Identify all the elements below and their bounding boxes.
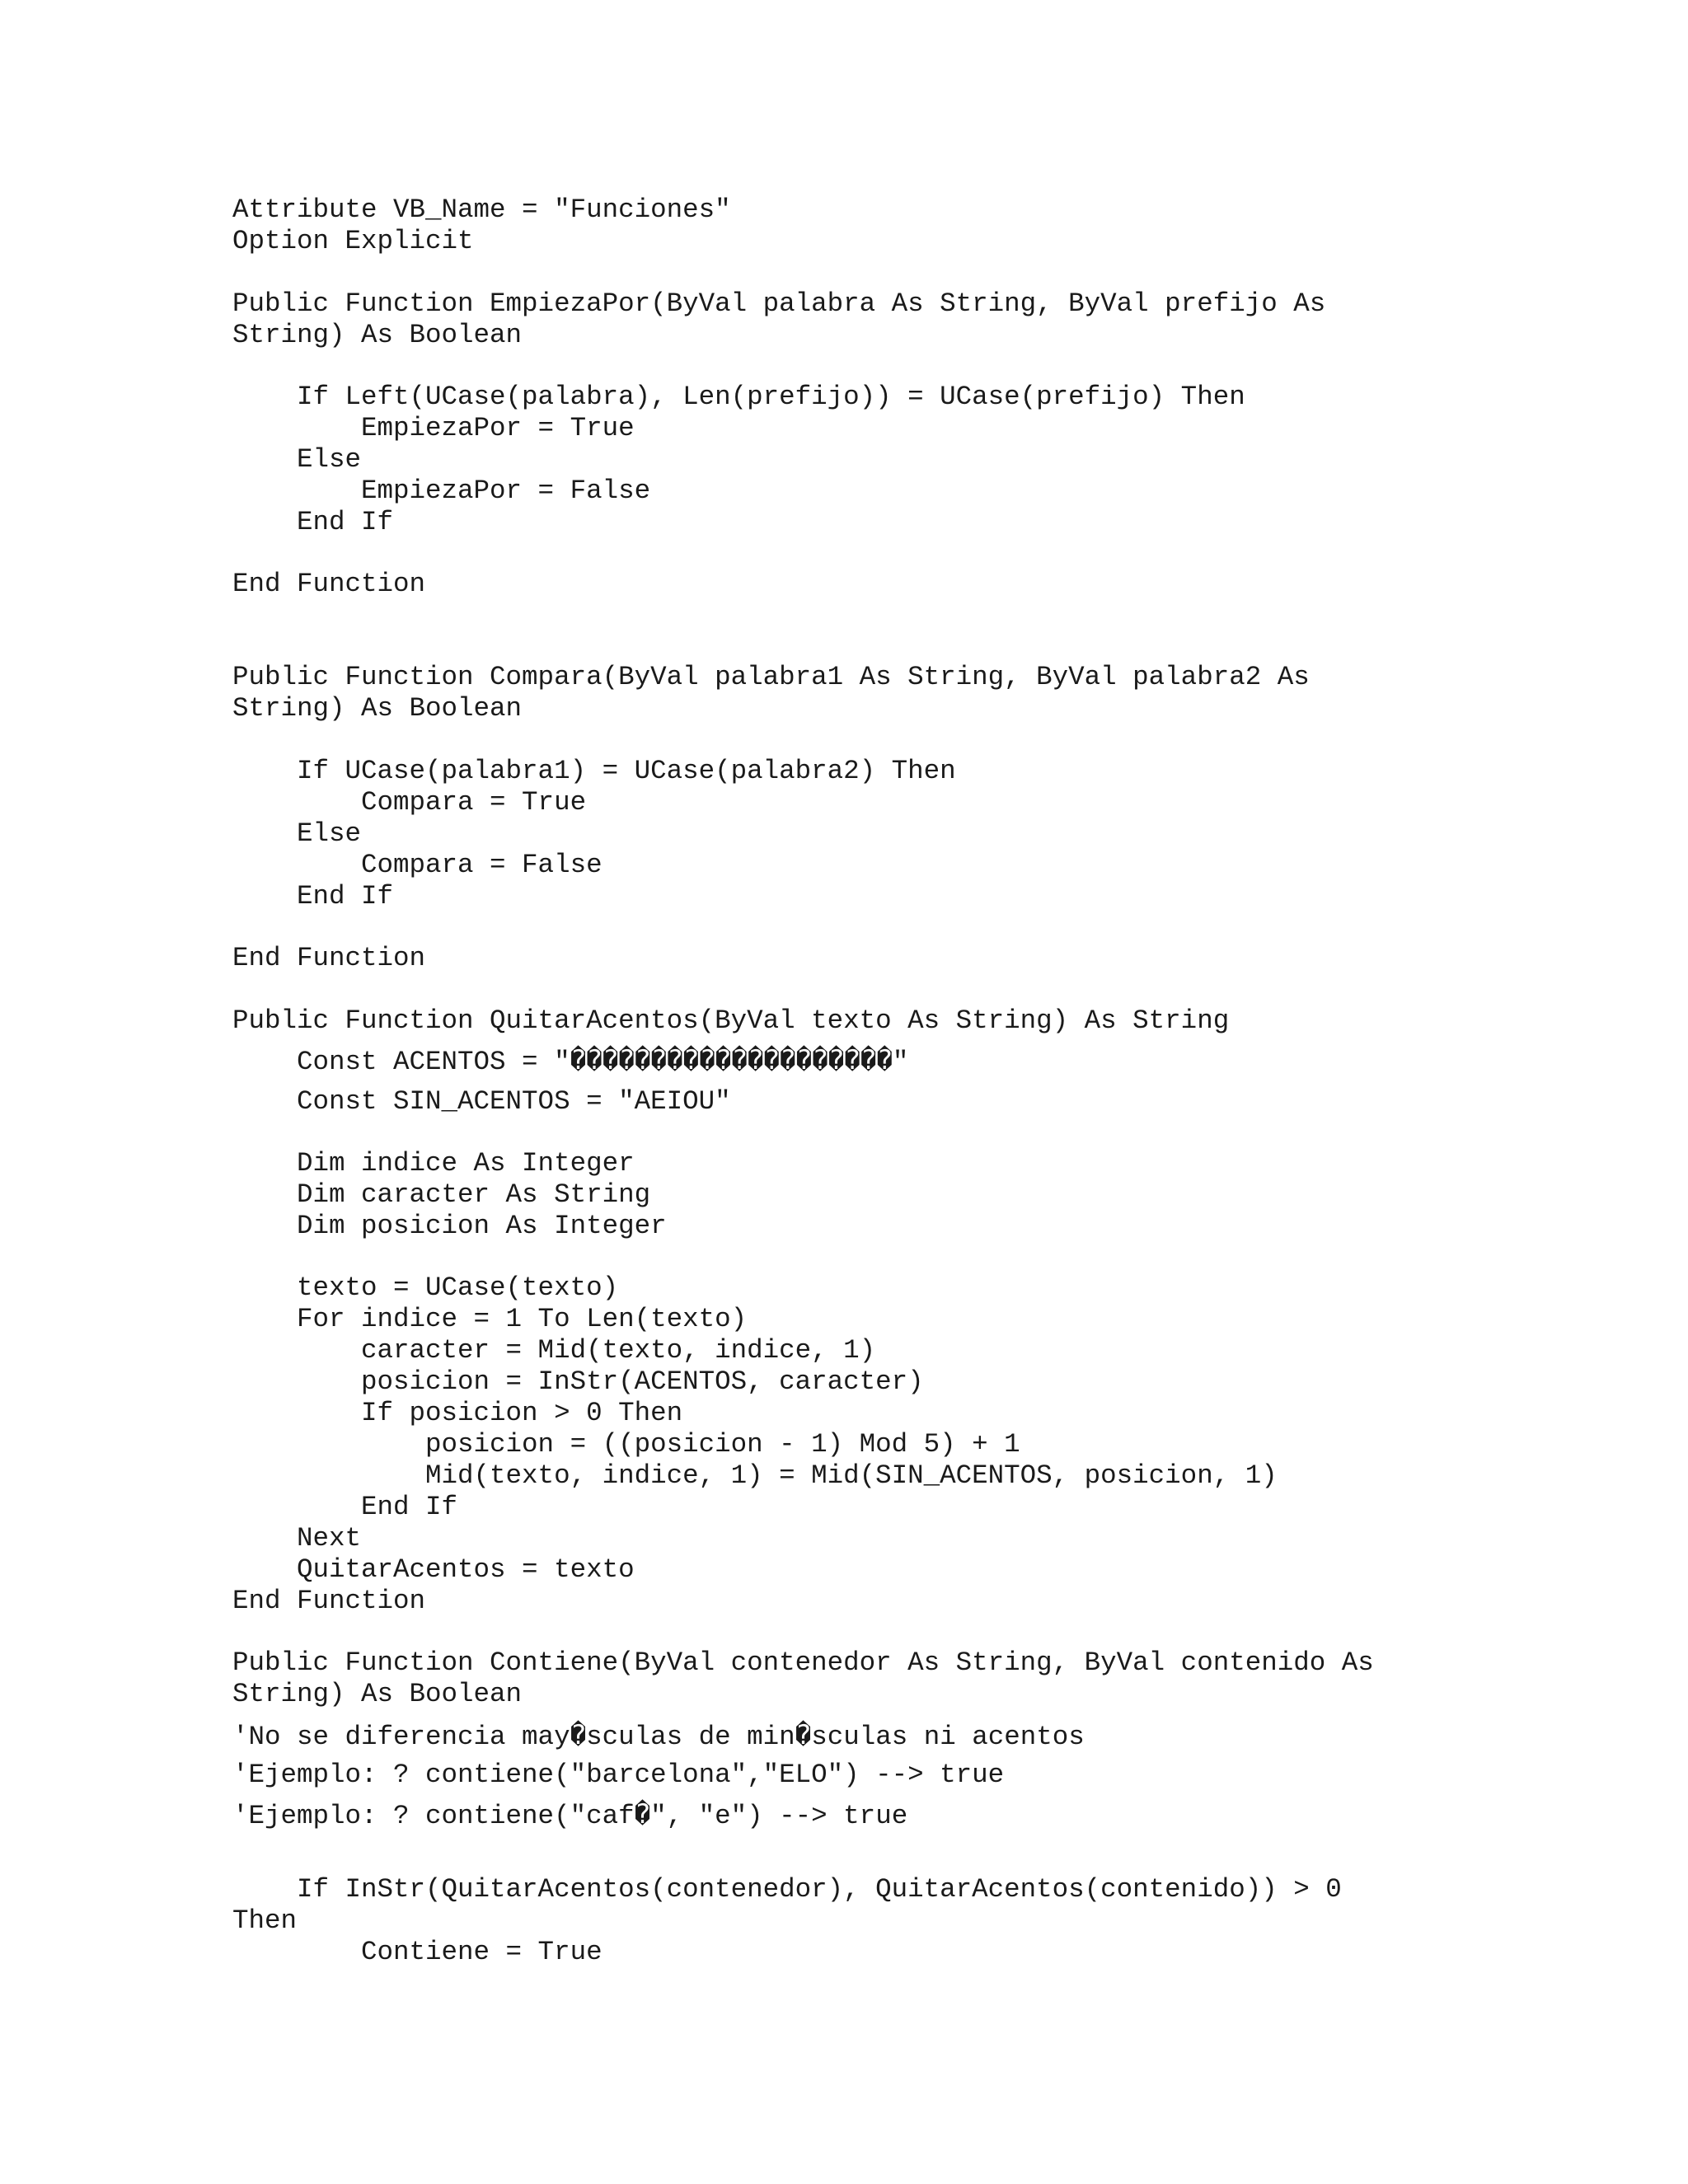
code-line: Compara = True [232,787,587,818]
code-line: If InStr(QuitarAcentos(contenedor), QuitarAcentos(contenido)) > 0 [232,1874,1342,1905]
code-line: Dim caracter As String [232,1179,651,1210]
code-line: posicion = ((posicion - 1) Mod 5) + 1 [232,1429,1020,1460]
code-line: Attribute VB_Name = "Funciones" [232,194,731,225]
code-line: Else [232,818,362,849]
code-line: For indice = 1 To Len(texto) [232,1304,748,1334]
code-line: Mid(texto, indice, 1) = Mid(SIN_ACENTOS, posicion, 1) [232,1460,1278,1491]
code-comment-line: 'Ejemplo: ? contiene("barcelona","ELO") --> true [232,1760,1005,1790]
code-line: End If [232,1492,458,1522]
code-line: caracter = Mid(texto, indice, 1) [232,1335,876,1366]
code-line: Public Function QuitarAcentos(ByVal texto As String) As String [232,1005,1230,1036]
code-line: EmpiezaPor = True [232,413,635,443]
code-line: Public Function EmpiezaPor(ByVal palabra As String, ByVal prefijo As [232,288,1326,319]
code-line: posicion = InStr(ACENTOS, caracter) [232,1366,924,1397]
code-line: Else [232,444,362,475]
code-line: Dim posicion As Integer [232,1211,667,1241]
code-line: Option Explicit [232,226,474,256]
code-line: Contiene = True [232,1937,603,1967]
code-line: Const SIN_ACENTOS = "AEIOU" [232,1086,731,1117]
code-line: End If [232,881,394,912]
code-line: Then [232,1905,298,1936]
code-line: String) As Boolean [232,1679,523,1709]
code-line: Public Function Compara(ByVal palabra1 As String, ByVal palabra2 As [232,662,1310,692]
code-line: End Function [232,569,426,599]
code-line: If Left(UCase(palabra), Len(prefijo)) = UCase(prefijo) Then [232,382,1245,412]
code-line: If posicion > 0 Then [232,1398,683,1428]
code-line: QuitarAcentos = texto [232,1554,635,1585]
code-line: texto = UCase(texto) [232,1272,619,1303]
code-line: Next [232,1523,362,1554]
code-line: End If [232,507,394,537]
code-line: String) As Boolean [232,320,523,350]
code-comment-line: 'Ejemplo: ? contiene("caf�", "e") --> true [232,1801,908,1831]
code-line: If UCase(palabra1) = UCase(palabra2) Then [232,756,956,786]
code-line: Const ACENTOS = "��������������������" [232,1047,909,1077]
code-line: String) As Boolean [232,693,523,724]
code-line: Dim indice As Integer [232,1148,635,1179]
code-line: Public Function Contiene(ByVal contenedor As String, ByVal contenido As [232,1647,1374,1678]
code-line: End Function [232,1586,426,1616]
code-line: Compara = False [232,850,603,880]
code-line: End Function [232,943,426,973]
code-line: EmpiezaPor = False [232,476,651,506]
code-comment-line: 'No se diferencia may�sculas de min�sculas ni acentos [232,1722,1085,1752]
